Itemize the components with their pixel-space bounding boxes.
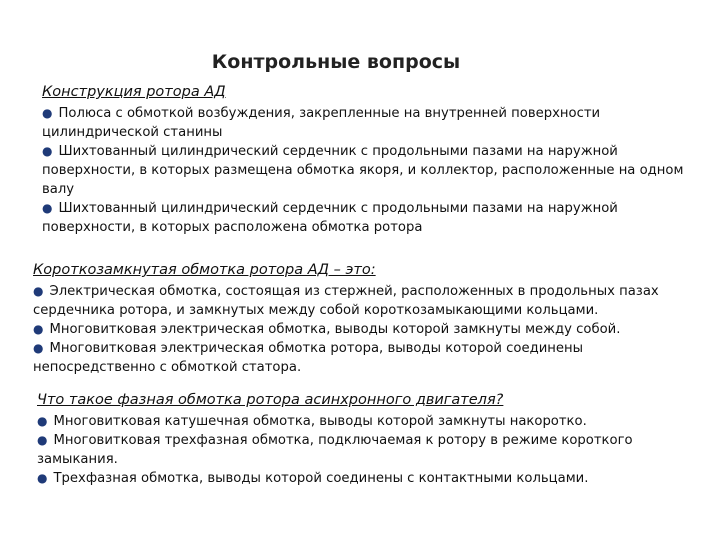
bullet-icon: ● (37, 414, 48, 428)
section-heading: Что такое фазная обмотка ротора асинхронного двигателя? (37, 392, 504, 408)
bullet-icon: ● (42, 106, 53, 120)
section-rotor-construction (42, 82, 702, 237)
list-item-text: Многовитковая электрическая обмотка, выводы которой замкнуты между собой. (49, 322, 621, 337)
list-item-text: Полюса с обмоткой возбуждения, закрепленные на внутренней поверхности цилиндрической станины (42, 106, 601, 140)
bullet-icon: ● (42, 201, 53, 215)
list-item-text: Шихтованный цилиндрический сердечник с продольными пазами на наружной поверхности, в которых расположена обмотка ротора (42, 201, 618, 235)
section-phase-winding (37, 390, 705, 488)
list-item (33, 282, 705, 320)
section-heading: Короткозамкнутая обмотка ротора АД – это: (33, 262, 376, 278)
bullet-icon: ● (33, 341, 44, 355)
list-item (33, 339, 705, 377)
list-item (37, 412, 705, 431)
bullet-icon: ● (33, 284, 44, 298)
list-item (42, 142, 702, 199)
list-item (42, 104, 702, 142)
section-heading: Конструкция ротора АД (42, 84, 226, 100)
list-item (33, 320, 705, 339)
bullet-icon: ● (37, 433, 48, 447)
bullet-icon: ● (33, 322, 44, 336)
list-item-text: Многовитковая трехфазная обмотка, подключаемая к ротору в режиме короткого замыкания. (37, 433, 633, 467)
list-item-text: Многовитковая электрическая обмотка ротора, выводы которой соединены непосредственно с обмоткой статора. (33, 341, 584, 375)
list-item (42, 199, 702, 237)
list-item (37, 431, 705, 469)
section-squirrel-cage-winding (33, 260, 705, 377)
list-item (37, 469, 705, 488)
list-item-text: Шихтованный цилиндрический сердечник с продольными пазами на наружной поверхности, в которых размещена обмотка якоря, и коллектор, расположенные на одном валу (42, 144, 684, 197)
bullet-icon: ● (37, 471, 48, 485)
bullet-icon: ● (42, 144, 53, 158)
slide-title: Контрольные вопросы (211, 51, 461, 73)
list-item-text: Трехфазная обмотка, выводы которой соединены с контактными кольцами. (53, 471, 589, 486)
list-item-text: Многовитковая катушечная обмотка, выводы которой замкнуты накоротко. (53, 414, 587, 429)
list-item-text: Электрическая обмотка, состоящая из стержней, расположенных в продольных пазах сердечника ротора, и замкнутых между собой короткозамыкающими кольцами. (33, 284, 659, 318)
